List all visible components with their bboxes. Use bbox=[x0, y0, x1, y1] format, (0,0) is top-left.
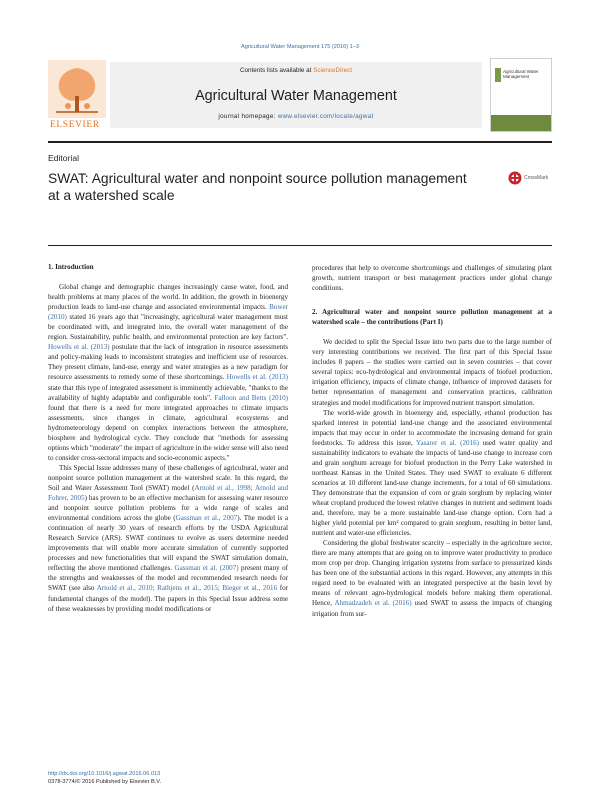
sciencedirect-link[interactable]: ScienceDirect bbox=[313, 67, 352, 74]
paragraph-intro-2 bbox=[48, 463, 288, 614]
text-run: stated 16 years ago that "increasingly, agricultural water management must be coordinated with, and integrated into, the overall water management of the region. Sustainability, public health, and environmental protection are key factors". bbox=[48, 313, 288, 342]
reference-link[interactable]: Howells et al. (2013) bbox=[48, 343, 110, 352]
right-column bbox=[312, 263, 552, 619]
crossmark-icon bbox=[508, 171, 522, 185]
text-run: present many of the strengths and weaknesses of the model and recommended research needs for SWAT (see also bbox=[48, 564, 288, 593]
paragraph-bioenergy bbox=[312, 408, 552, 539]
reference-link[interactable]: Yasarer et al. (2016) bbox=[416, 438, 480, 447]
text-run: state that this type of integrated assessment is imminently achievable, "thanks to the availability of highly adaptable and configurable tools". bbox=[48, 383, 288, 402]
text-run: Considering the global freshwater scarcity – especially in the agriculture sector, there are many attempts that are going on to improve water productivity to produce more crop per drop. Changing irrigation systems from surface to pressurized kinds has been one of the substantial actions in this regard. However, any attempts in this regard need to be evaluated with an integrated perspective at the basin level by means of relevant agro-hydrological models before making them operational. Hence, bbox=[312, 539, 552, 608]
section-1-heading: 1. Introduction bbox=[48, 263, 94, 271]
cover-emblem-icon bbox=[495, 68, 501, 82]
homepage-link[interactable]: www.elsevier.com/locate/agwat bbox=[277, 113, 374, 120]
reference-link[interactable]: Gassman et al., 2007 bbox=[175, 514, 238, 523]
elsevier-tree-icon bbox=[48, 60, 106, 118]
paragraph-intro-1 bbox=[48, 282, 288, 463]
contents-line bbox=[110, 67, 482, 74]
elsevier-logo[interactable] bbox=[48, 60, 106, 128]
text-run: used SWAT to assess the impacts of changing irrigation from sur- bbox=[312, 599, 552, 618]
text-run: for fundamental changes of the model). The papers in this Special Issue address some of these weaknesses by providing model modifications or bbox=[48, 584, 289, 613]
header-rule bbox=[48, 141, 552, 143]
text-run: The world-wide growth in bioenergy and, especially, ethanol production has sparked interest in potential land-use change and the associated environmental impacts that may occur in order to accommodate the increasing demand for grain feedstocks. To address this issue, bbox=[312, 408, 552, 447]
reference-link[interactable]: Arnold et al., 1998; Arnold and Fohrer, 2005 bbox=[48, 483, 288, 503]
journal-citation[interactable]: Agricultural Water Management 175 (2016) 1–3 bbox=[241, 44, 359, 50]
title-rule bbox=[48, 245, 552, 246]
text-run: Global change and demographic changes increasingly cause water, food, and health problems at many places of the world. In addition, the growth in bioenergy production leads to land-use change and associated environmental impacts. bbox=[48, 283, 288, 312]
text-run: used water quality and sustainability indicators to evaluate the impacts of land-use change to increase corn and grain sorghum acreage for biofuel production in the Perry Lake watershed in northeast Kansas in the United States. They used SWAT to evaluate 6 different scenarios at 10 different land-use change increments, for a total of 60 simulations. They demonstrate that the expansion of corn or grain sorghum by replacing winter wheat cropland produced the lowest relative changes in nutrient and sediment loads and, therefore, may be a more sustainable land-use change option. Corn had a higher yield potential per km² compared to grain sorghum, resulting in better land, nutrient and water-use efficiencies. bbox=[312, 438, 553, 538]
journal-cover-thumbnail[interactable] bbox=[490, 58, 552, 132]
journal-title: Agricultural Water Management bbox=[195, 88, 397, 104]
reference-link[interactable]: Gassman et al. (2007) bbox=[174, 564, 239, 573]
paragraph-part1-overview: We decided to split the Special Issue into two parts due to the large number of very interesting contributions we received. The first part of this Special Issue includes 8 papers – the studies were carried out in seven countries – that cover several topics: eco-hydrological and environmental impacts of biofuel production, irrigation efficiency, impacts of climate change, influence of improved datasets for better representation of management and conservation practices, calibration strategies and model modifications for improved nutrient transport simulation. bbox=[312, 338, 552, 407]
homepage-label: journal homepage: bbox=[218, 113, 278, 120]
reference-link[interactable]: Falloon and Betts (2010) bbox=[214, 393, 288, 402]
text-run: ). The model is a continuation of nearly 30 years of research efforts by the USDA Agricultural Research Service (ARS). SWAT continues to evolve as users determine needed improvements that will enable more accurate simulation of currently supported processes and new functionalities that will expand the SWAT simulation domain, reflecting the above mentioned challenges. bbox=[48, 514, 288, 573]
text-run: ) has proven to be an effective mechanism for assessing water resource and nonpoint source pollution problems for a wide range of scales and environmental conditions across the globe ( bbox=[48, 494, 288, 523]
reference-link[interactable]: Bower (2010) bbox=[48, 303, 288, 322]
journal-homepage bbox=[110, 113, 482, 120]
text-run: found that there is a need for more integrated approaches to climate impacts assessments, since changes in climate, agricultural ecosystems and hydrometeorology depend on complex interactions between the atmosphere, biosphere and hydrological cycle. They conclude that "methods for assessing options which "moderate" the impact of agriculture in the wider sense will also need to consider cross-sectoral impacts and socio-economic aspects." bbox=[48, 403, 288, 462]
cover-band bbox=[491, 115, 551, 131]
paragraph-continued: procedures that help to overcome shortcomings and challenges of simulating plant growth, nutrient transport or best management practices under global change conditions. bbox=[312, 264, 552, 293]
text-run: This Special Issue addresses many of these challenges of agricultural, water and nonpoint source pollution management at the watershed scale. In this regard, the Soil and Water Assessment Tool (SWAT) model ( bbox=[48, 463, 288, 492]
text-run: postulate that the lack of integration in resource assessments and policy-making leads to inconsistent strategies and inefficient use of resources. They present climate, land-use, energy and water strategies as a new paradigm for resource assessments to remedy some of these shortcomings. bbox=[48, 343, 289, 382]
copyright-line: 0378-3774/© 2016 Published by Elsevier B.V. bbox=[48, 778, 162, 785]
journal-masthead bbox=[110, 62, 482, 128]
elsevier-wordmark: ELSEVIER bbox=[50, 120, 100, 130]
journal-header bbox=[48, 58, 552, 140]
left-column bbox=[48, 262, 288, 614]
cover-title: Agricultural Water Management bbox=[503, 69, 539, 79]
doi-link[interactable]: http://dx.doi.org/10.1016/j.agwat.2016.06.013 bbox=[48, 771, 161, 777]
contents-prefix: Contents lists available at bbox=[239, 67, 314, 74]
reference-link[interactable]: Ahmadzadeh et al. (2016) bbox=[334, 599, 412, 608]
reference-link[interactable]: Arnold et al., 2010; Rathjens et al., 2015; Bieger et al., 2016 bbox=[96, 584, 278, 593]
crossmark-badge[interactable] bbox=[508, 171, 552, 187]
reference-link[interactable]: Howells et al. (2013) bbox=[226, 373, 288, 382]
page-footer bbox=[48, 771, 161, 786]
crossmark-label: CrossMark bbox=[524, 175, 549, 181]
article-title: SWAT: Agricultural water and nonpoint source pollution management at a watershed scale bbox=[48, 171, 467, 203]
section-2-heading: 2. Agricultural water and nonpoint source pollution management at a watershed scale – the contributions (Part I) bbox=[312, 308, 552, 327]
paragraph-irrigation bbox=[312, 538, 552, 618]
article-type: Editorial bbox=[48, 153, 80, 163]
